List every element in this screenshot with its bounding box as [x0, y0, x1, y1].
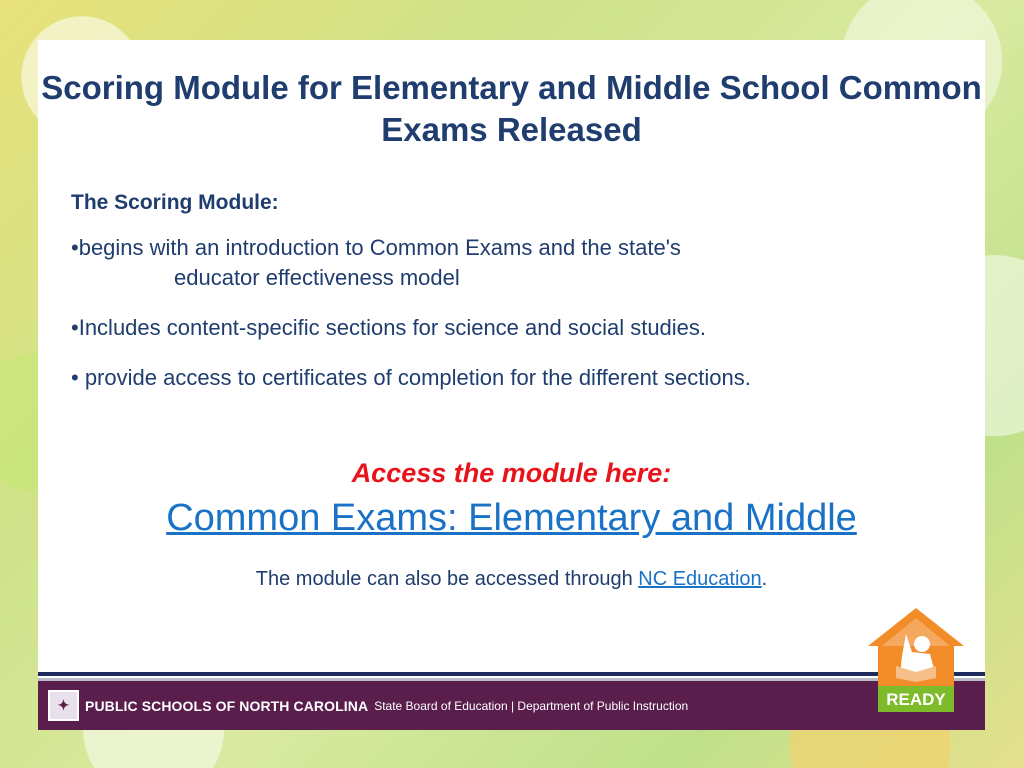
- slide: [38, 40, 985, 730]
- alternate-access-prefix: The module can also be accessed through: [255, 568, 639, 590]
- module-link[interactable]: Common Exams: Elementary and Middle: [166, 497, 857, 539]
- access-heading: Access the module here:: [351, 458, 672, 488]
- nc-seal-icon: ✦: [48, 690, 79, 721]
- slide-body: [71, 190, 971, 393]
- footer-bar: [38, 681, 985, 730]
- bullet-text: • provide access to certificates of completion for the different sections.: [71, 365, 751, 390]
- divider-navy: [38, 672, 985, 676]
- ready-label: READY: [886, 690, 946, 709]
- slide-title: Scoring Module for Elementary and Middle School Common Exams Released: [41, 69, 982, 148]
- alternate-access-suffix: .: [761, 568, 768, 590]
- ready-logo-icon: [866, 606, 967, 716]
- footer-department: State Board of Education | Department of Public Instruction: [374, 698, 689, 713]
- nc-education-link[interactable]: NC Education: [638, 568, 762, 590]
- bullet-item: [71, 233, 971, 293]
- bullet-text: •Includes content-specific sections for science and social studies.: [71, 315, 707, 340]
- bullet-text: •begins with an introduction to Common Exams and the state's: [71, 235, 681, 260]
- bullet-item: [71, 313, 971, 343]
- footer-org-name: PUBLIC SCHOOLS OF NORTH CAROLINA: [85, 697, 369, 714]
- section-subhead: The Scoring Module:: [71, 191, 279, 214]
- bullet-text-continued: educator effectiveness model: [174, 265, 460, 290]
- bullet-item: [71, 363, 971, 393]
- alternate-access-text: [38, 568, 985, 591]
